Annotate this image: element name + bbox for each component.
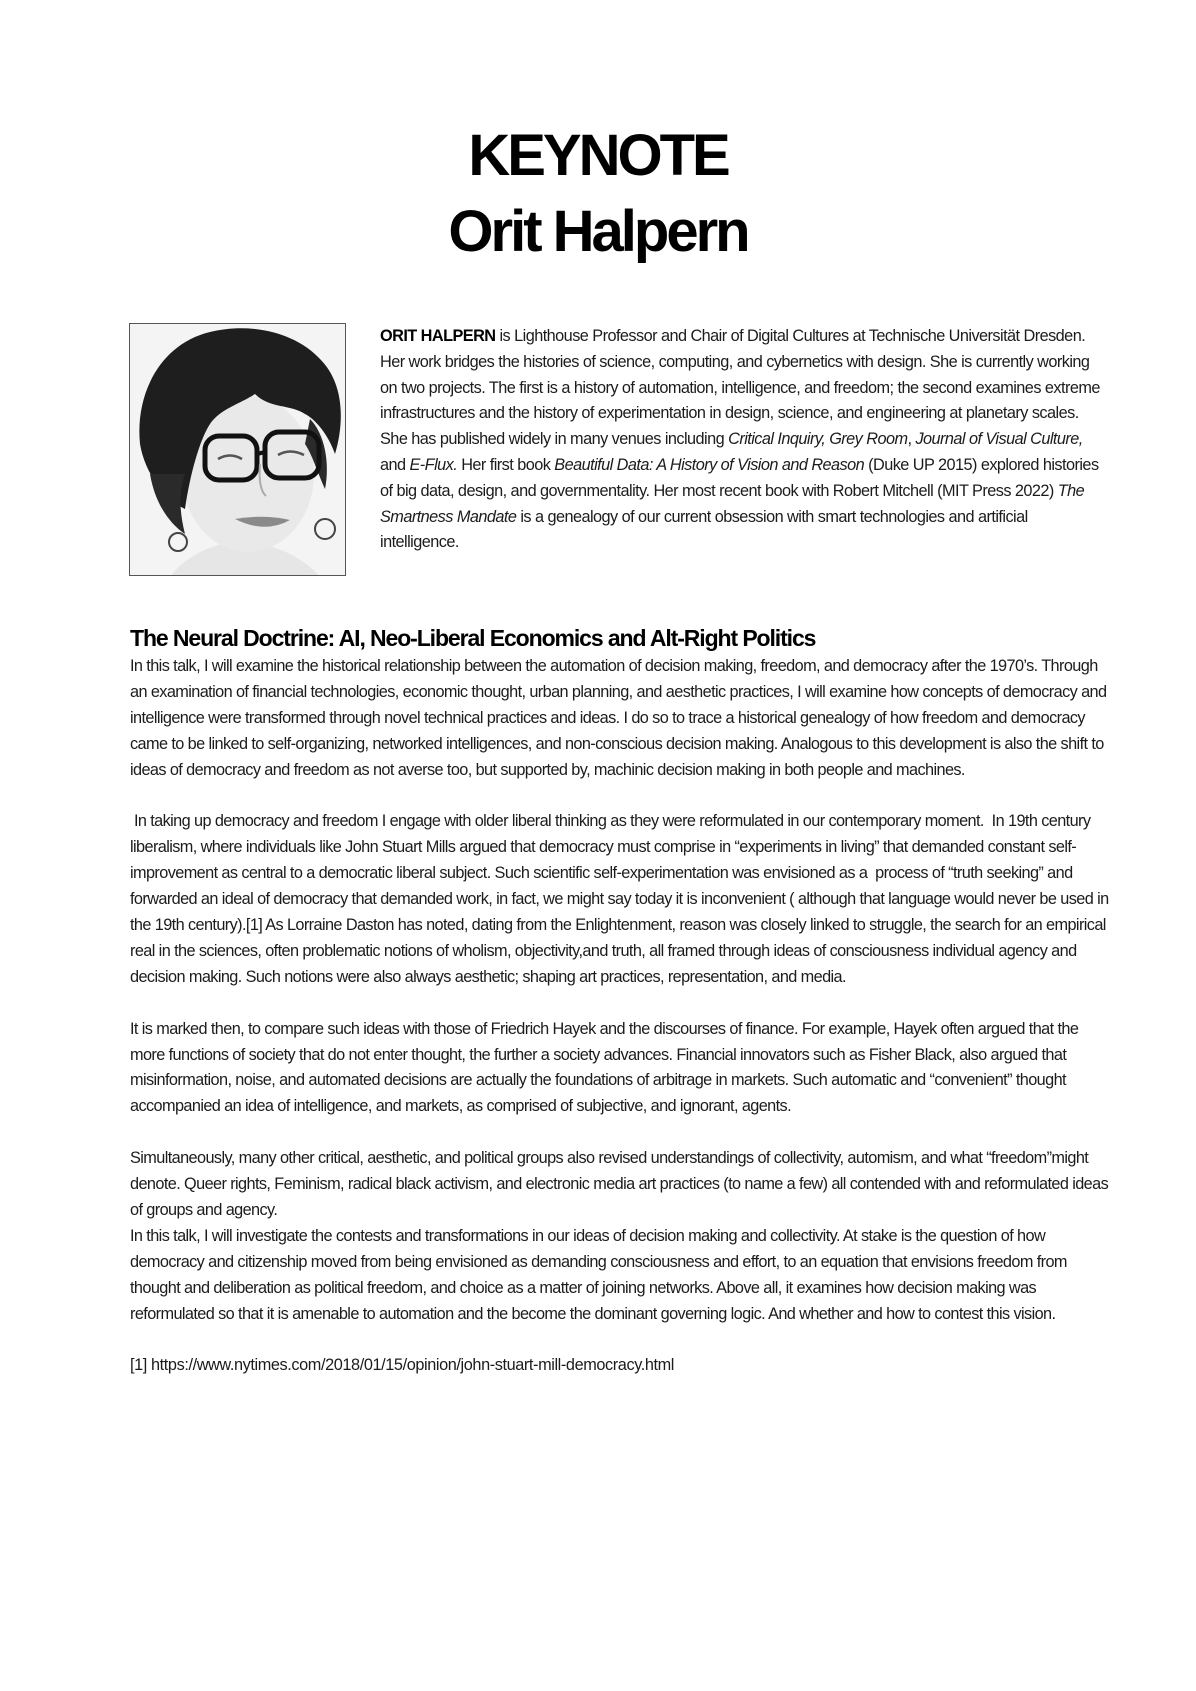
- portrait-photo-icon: [130, 324, 346, 576]
- speaker-portrait: [129, 323, 346, 576]
- abstract-paragraph: In taking up democracy and freedom I engage with older liberal thinking as they were reformulated in our contemporary moment. In 19th century liberalism, where individuals like John Stuart Mills argued that democracy must comprise in “experiments in living” that demanded constant self-improvement as central to a democratic liberal subject. Such scientific self-experimentation was envisioned as a process of “truth seeking” and forwarded an ideal of democracy that demanded work, in fact, we might say today it is inconvenient ( although that language would never be used in the 19th century).[1] As Lorraine Daston has noted, dating from the Enlightenment, reason was closely linked to struggle, the search for an empirical real in the sciences, often problematic notions of wholism, objectivity,and truth, all framed through ideas of consciousness individual agency and decision making. Such notions were also always aesthetic; shaping art practices, representation, and media.: [130, 812, 1113, 986]
- bio-book-title: Beautiful Data: A History of Vision and Reason: [554, 455, 865, 474]
- footnote-marker: [1]: [130, 1356, 147, 1375]
- footnote-link[interactable]: https://www.nytimes.com/2018/01/15/opinion/john-stuart-mill-democracy.html: [146, 1356, 675, 1375]
- keynote-heading: KEYNOTE: [468, 123, 728, 188]
- bio-text: is Lighthouse Professor and Chair of Digital Cultures at Technische Universität Dresden. Her work bridges the histories of science, computing, and cybernetics with design. She is currently working on two projects. The first is a history of automation, intelligence, and freedom; the second examines extreme infrastructures and the history of experimentation in design, science, and engineering at planetary scales. She has published widely in many venues including: [380, 327, 1100, 449]
- bio-text: is a genealogy of our current obsession with smart technologies and artificial intelligence.: [380, 507, 1028, 552]
- abstract-paragraph: In this talk, I will examine the historical relationship between the automation of decision making, freedom, and democracy after the 1970’s. Through an examination of financial technologies, economic thought, urban planning, and aesthetic practices, I will examine how concepts of democracy and intelligence were transformed through novel technical practices and ideas. I do so to trace a historical genealogy of how freedom and democracy came to be linked to self-organizing, networked intelligences, and non-conscious decision making. Analogous to this development is also the shift to ideas of democracy and freedom as not averse too, but supported by, machinic decision making in both people and machines.: [130, 657, 1107, 779]
- footnote: [130, 1353, 1110, 1379]
- abstract-paragraph: In this talk, I will investigate the contests and transformations in our ideas of decision making and collectivity. At stake is the question of how democracy and citizenship moved from being envisioned as demanding consciousness and effort, to an equation that envisions freedom from thought and deliberation as political freedom, and choice as a matter of joining networks. Above all, it examines how decision making was reformulated so that it is amenable to automation and the become the dominant governing logic. And whether and how to contest this vision.: [130, 1226, 1067, 1323]
- speaker-bio: [380, 324, 1100, 556]
- abstract-paragraph: It is marked then, to compare such ideas with those of Friedrich Hayek and the discourses of finance. For example, Hayek often argued that the more functions of society that do not enter thought, the further a society advances. Financial innovators such as Fisher Black, also argued that misinformation, noise, and automated decisions are actually the foundations of arbitrage in markets. Such automatic and “convenient” thought accompanied an idea of intelligence, and markets, as comprised of subjective, and ignorant, agents.: [130, 1019, 1079, 1116]
- talk-abstract: [130, 624, 1113, 1379]
- bio-speaker-name: ORIT HALPERN: [380, 327, 496, 345]
- bio-venue: Journal of Visual Culture,: [915, 430, 1083, 449]
- talk-title: The Neural Doctrine: AI, Neo-Liberal Economics and Alt-Right Politics: [130, 625, 816, 651]
- bio-text: ,: [907, 430, 916, 449]
- bio-book-title: The Smartness Mandate: [380, 481, 1085, 526]
- speaker-name-heading: Orit Halpern: [448, 199, 748, 264]
- bio-text: (Duke UP 2015) explored histories of big data, design, and governmentality. Her most recent book with Robert Mitchell (MIT Press 2022): [380, 455, 1099, 500]
- page-header: [0, 118, 1196, 270]
- abstract-paragraph: Simultaneously, many other critical, aesthetic, and political groups also revised understandings of collectivity, automism, and what “freedom”might denote. Queer rights, Feminism, radical black activism, and electronic media art practices (to name a few) all contended with and reformulated ideas of groups and agency.: [130, 1149, 1109, 1219]
- bio-venues: Critical Inquiry, Grey Room: [728, 430, 908, 449]
- bio-venue: E-Flux.: [409, 455, 458, 474]
- bio-text: Her first book: [457, 455, 555, 474]
- bio-text: and: [380, 455, 410, 474]
